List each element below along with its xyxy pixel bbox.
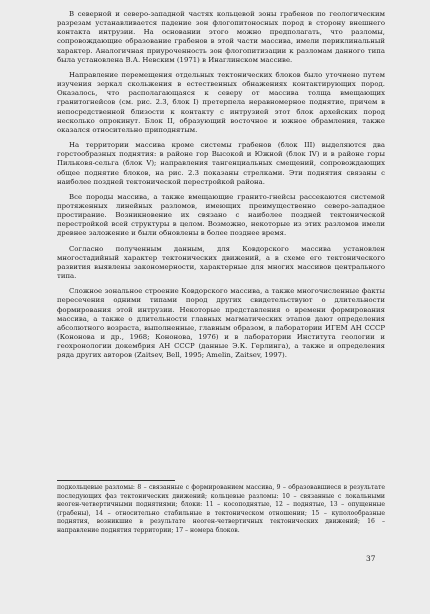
paragraph-1: В северной и северо-западной частях кольцевой зоны грабенов по геологическим разрезам устанавливается падение зон флогопитоносных пород в сторону внешнего контакта интрузии. На основании этого можно предполагать, что разломы, сопровождающие образование грабенов в этой части массива, имели периклинальный характер. Аналогичная приуроченность зон флогопитизации к разломам данного типа была установлена В.А. Невским (1971) в Инаглинском массиве. — [57, 10, 385, 64]
paragraph-3: На территории массива кроме системы грабенов (блок III) выделяются два горстообразных поднятия: в районе гор Высокой и Южной (блок IV) и в районе горы Пильковя-сельга (блок V); направления тангенциальных смещений, сопровождающих общее поднятие блоков, на рис. 2.3 показаны стрелками. Эти поднятия связаны с наиболее поздней тектонической перестройкой района. — [57, 141, 385, 186]
page-number: 37 — [366, 554, 376, 563]
footnote: подкольцевые разломы: 8 – связанные с формированием массива, 9 – образовавшиеся в результате последующих фаз тектонических движений; кольцевые разломы: 10 – связанные с локальными неоген-четвертичными поднятиями; блоки: 11 – косоподнятые, 12 – поднятые, 13 – опущенные (грабены), 14 – относительно стабильные в тектоническом отношении; 15 – куполообразные поднятия, возникшие в результате неоген-четвертичных тектонических движений; 16 – направление поднятия территории; 17 – номера блоков. — [57, 484, 385, 534]
paragraph-5: Согласно полученным данным, для Ковдорского массива установлен многостадийный характер тектонических движений, а в схеме его тектонического развития выявлены закономерности, характерные для многих массивов центрального типа. — [57, 244, 385, 281]
paragraph-4: Все породы массива, а также вмещающие гранито-гнейсы рассекаются системой протяженных линейных разломов, имеющих преимущественно северо-западное простирание. Возникновение их связано с наиболее поздней тектонической перестройкой всей структуры в целом. Возможно, некоторые из этих разломов имели древнее заложение и были обновлены в более позднее время. — [57, 192, 385, 238]
paragraph-2: Направление перемещения отдельных тектонических блоков было уточнено путем изучения зеркал скольжения в естественных обнажениях контактирующих пород. Оказалось, что располагающаяся к северу от массива толща вмещающих гранитогнейсов (см. рис. 2.3, блок I) претерпела неравномерное поднятие, причем в непосредственной близости к контакту с интрузией этот блок архейских пород несколько опрокинут. Блок II, образующий восточное и южное обрамления, также оказался относительно приподнятым. — [57, 70, 385, 134]
main-text — [57, 10, 385, 366]
paragraph-6: Сложное зональное строение Ковдорского массива, а также многочисленные факты пересечения одними типами пород других свидетельствуют о длительности формирования этой интрузии. Некоторые представления о времени формирования массива, а также о длительности главных магматических этапов дают определения абсолютного возраста, выполненные, главным образом, в лаборатории ИГЕМ АН СССР (Кононова и др., 1968; Кононова, 1976) и в лаборатории Института геологии и геохронологии докембрия АН СССР (данные Э.К. Герлинга), а также и определения ряда других авторов (Zaitsev, Bell, 1995; Amelin, Zaitsev, 1997). — [57, 287, 385, 360]
footnote-separator — [57, 480, 175, 481]
